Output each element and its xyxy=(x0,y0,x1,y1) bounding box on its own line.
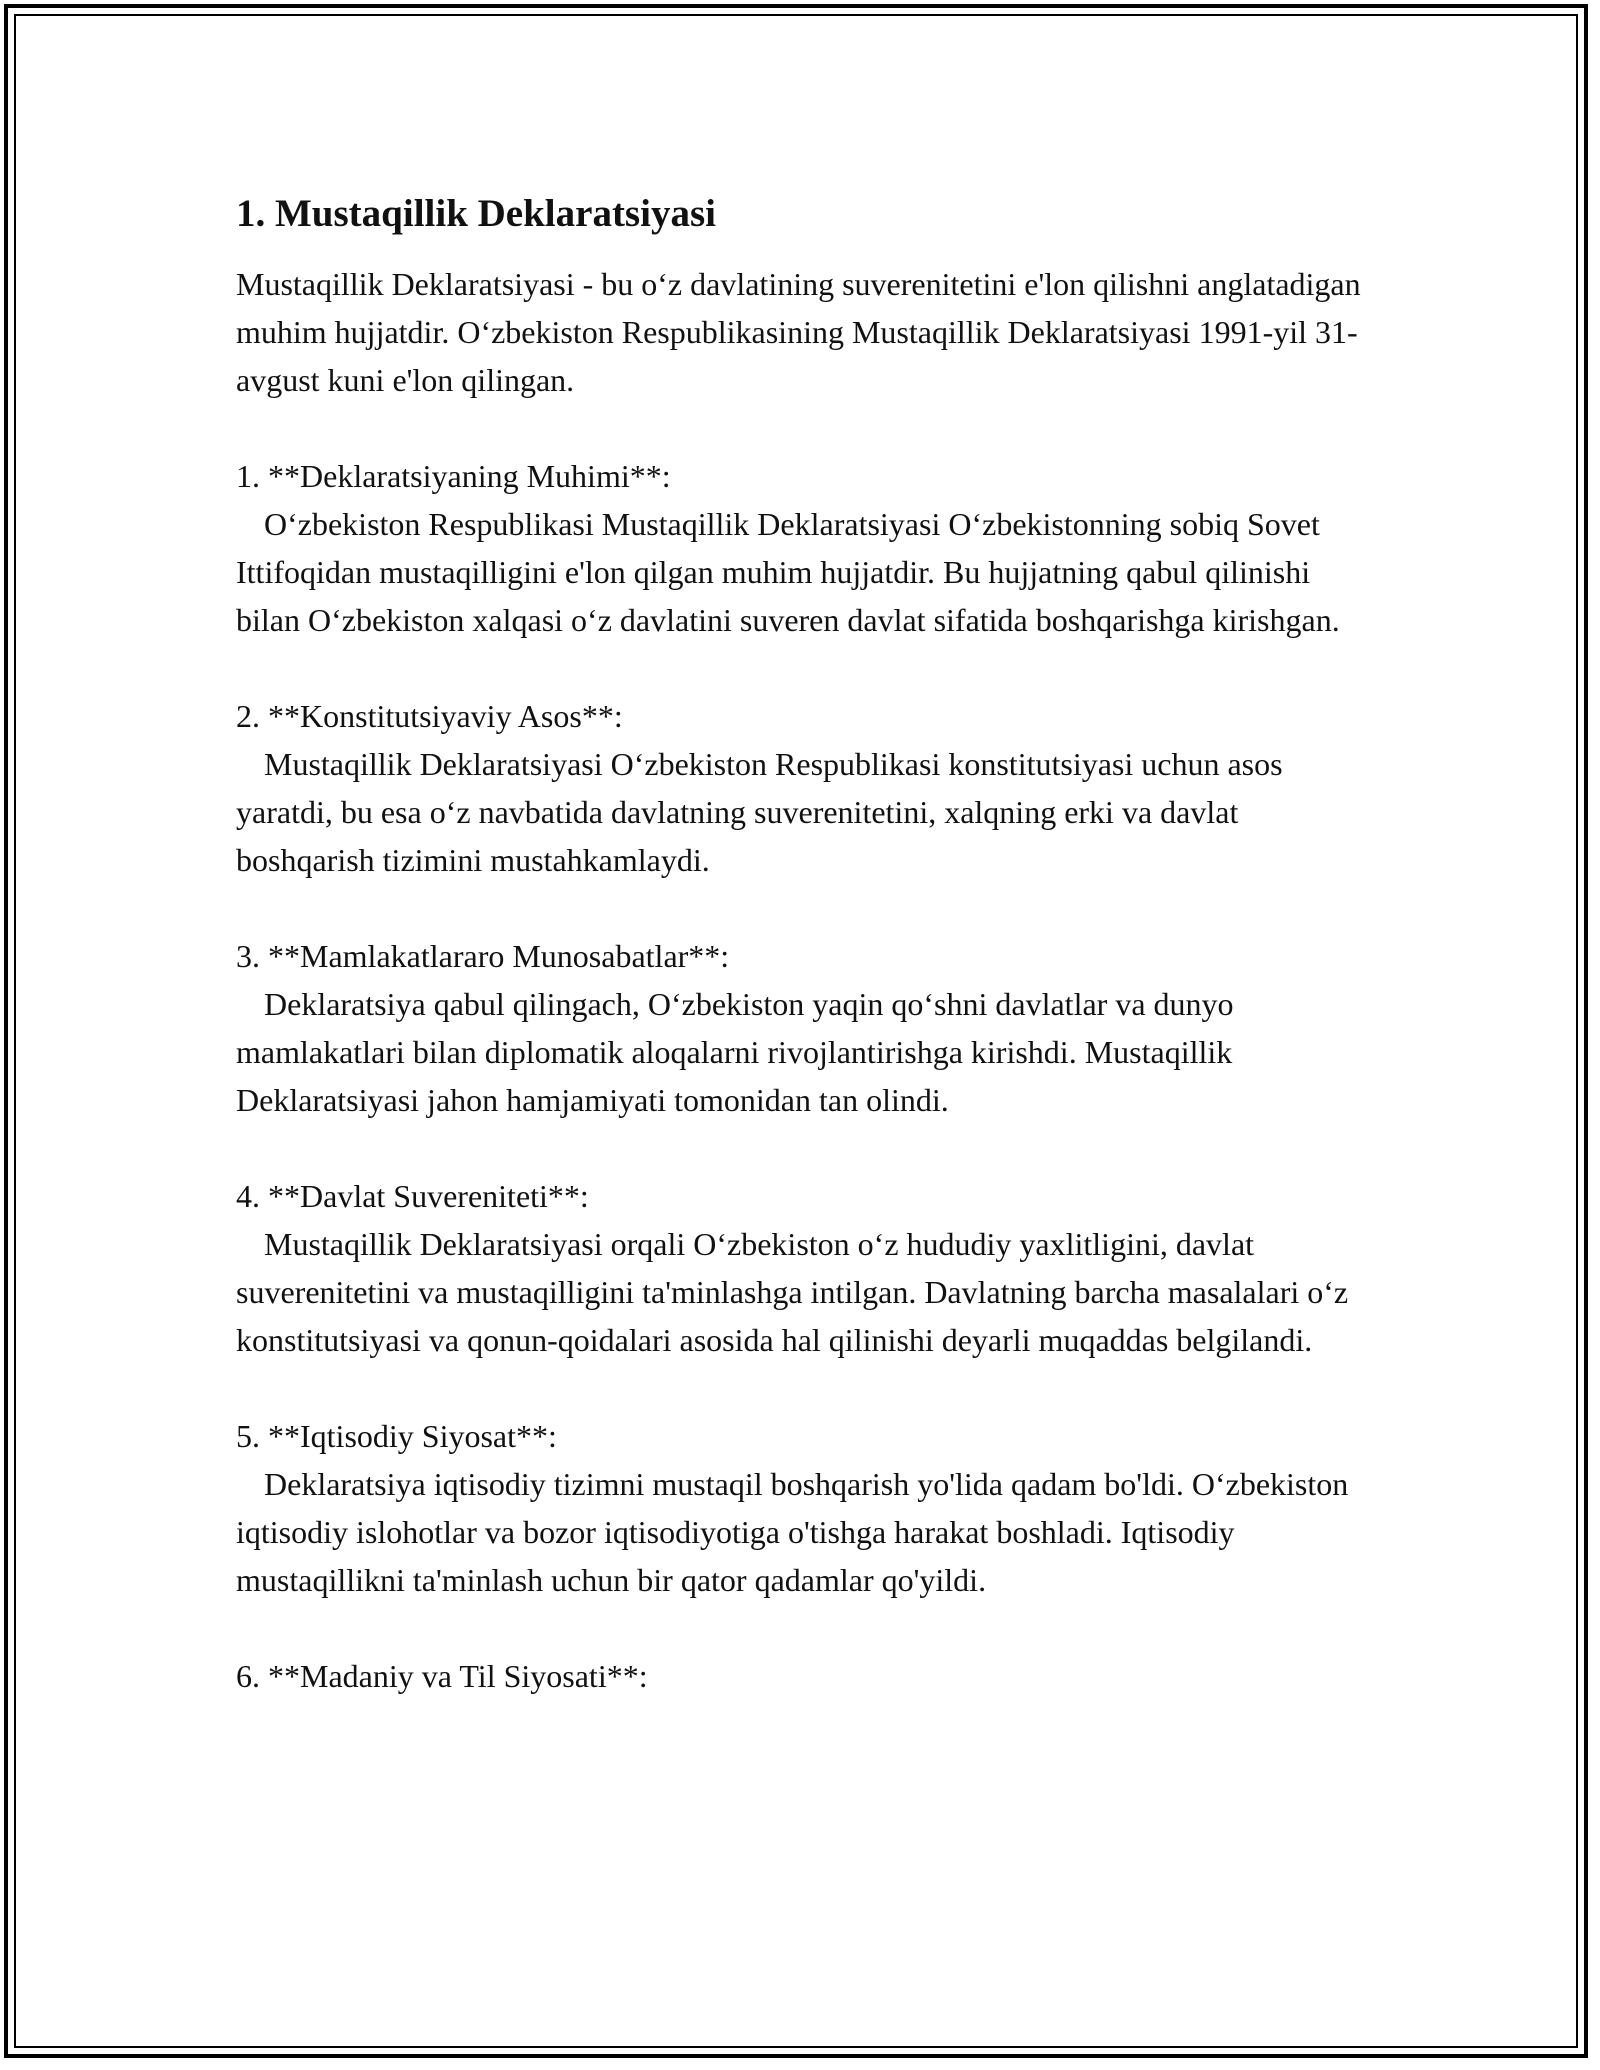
section-heading: 1. **Deklaratsiyaning Muhimi**: xyxy=(236,458,671,494)
section-heading: 4. **Davlat Suvereniteti**: xyxy=(236,1178,589,1214)
section-heading: 6. **Madaniy va Til Siyosati**: xyxy=(236,1658,648,1694)
section-2 xyxy=(236,692,1366,884)
section-heading: 3. **Mamlakatlararo Munosabatlar**: xyxy=(236,938,730,974)
section-4 xyxy=(236,1172,1366,1364)
section-3 xyxy=(236,932,1366,1124)
section-body: Deklaratsiya iqtisodiy tizimni mustaqil boshqarish yo'lida qadam bo'ldi. Oʻzbekiston iqtisodiy islohotlar va bozor iqtisodiyotiga o'tishga harakat boshladi. Iqtisodiy mustaqillikni ta'minlash uchun bir qator qadamlar qo'yildi. xyxy=(236,1466,1349,1598)
section-body: Mustaqillik Deklaratsiyasi Oʻzbekiston Respublikasi konstitutsiyasi uchun asos yaratdi, bu esa oʻz navbatida davlatning suverenitetini, xalqning erki va davlat boshqarish tizimini mustahkamlaydi. xyxy=(236,746,1283,878)
section-body: Oʻzbekiston Respublikasi Mustaqillik Deklaratsiyasi Oʻzbekistonning sobiq Sovet Ittifoqidan mustaqilligini e'lon qilgan muhim hujjatdir. Bu hujjatning qabul qilinishi bilan Oʻzbekiston xalqasi oʻz davlatini suveren davlat sifatida boshqarishga kirishgan. xyxy=(236,506,1340,638)
intro-paragraph: Mustaqillik Deklaratsiyasi - bu oʻz davlatining suverenitetini e'lon qilishni anglatadigan muhim hujjatdir. Oʻzbekiston Respublikasining Mustaqillik Deklaratsiyasi 1991-yil 31-avgust kuni e'lon qilingan. xyxy=(236,266,1361,398)
section-6 xyxy=(236,1652,1366,1700)
section-body: Mustaqillik Deklaratsiyasi orqali Oʻzbekiston oʻz hududiy yaxlitligini, davlat suverenitetini va mustaqilligini ta'minlashga intilgan. Davlatning barcha masalalari oʻz konstitutsiyasi va qonun-qoidalari asosida hal qilinishi deyarli muqaddas belgilandi. xyxy=(236,1226,1349,1358)
section-heading: 2. **Konstitutsiyaviy Asos**: xyxy=(236,698,623,734)
section-heading: 5. **Iqtisodiy Siyosat**: xyxy=(236,1418,557,1454)
document-content xyxy=(236,188,1366,1700)
section-1 xyxy=(236,452,1366,644)
section-5 xyxy=(236,1412,1366,1604)
document-title: 1. Mustaqillik Deklaratsiyasi xyxy=(236,192,716,235)
section-body: Deklaratsiya qabul qilingach, Oʻzbekiston yaqin qoʻshni davlatlar va dunyo mamlakatlari bilan diplomatik aloqalarni rivojlantirishga kirishdi. Mustaqillik Deklaratsiyasi jahon hamjamiyati tomonidan tan olindi. xyxy=(236,986,1234,1118)
